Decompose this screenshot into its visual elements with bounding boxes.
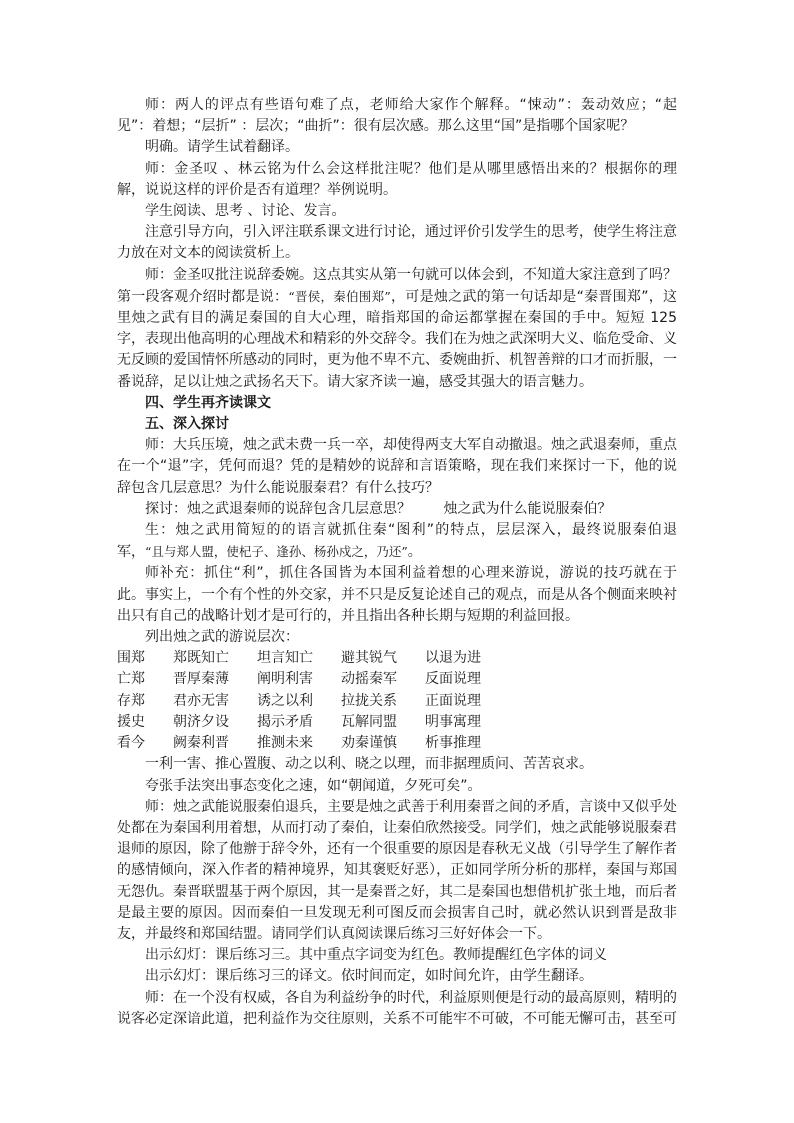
- table-cell: 看今: [117, 735, 145, 752]
- table-cell: 围郑: [117, 650, 145, 667]
- table-cell: 揭示矛盾: [257, 713, 313, 730]
- paragraph-exaggeration-note: 夸张手法突出事态变化之速，如“朝闻道，夕死可矣”。: [145, 777, 482, 794]
- section-heading-deep-discussion: 五、深入探讨: [145, 416, 229, 433]
- section-heading-reread: 四、学生再齐读课文: [145, 394, 271, 411]
- paragraph-teacher-analysis: 师：烛之武能说服秦伯退兵，主要是烛之武善于利用秦晋之间的矛盾，言谈中又似乎处处都在为秦国利用着想，从而打动了秦伯，让秦伯欣然接受。同学们，烛之武能够说服秦君退师的原因，除了他辦于辞令外，还有一个很重要的原因是春秋无义战（引导学生了解作者的感情倾向，深入作者的精神境界，知其褒贬好恶），正如同学所分析的那样，秦国与郑国无怨仇。秦晋联盟基于两个原因，其一是秦晋之好，其二是秦国也想借机扩张土地，而后者是最主要的原因。因而秦伯一旦发现无利可图反而会损害自己时，就必然认识到晋是敌非友，并最终和郑国结盟。请同学们认真阅读课后练习三好好体会一下。: [117, 798, 677, 942]
- table-cell: 援史: [117, 713, 145, 730]
- paragraph-text-part: 师：金圣叹批注说辞委婉。这点其实从第一句就可以体会到，不知道大家注意到了吗？第一段客观介绍时都是说：: [117, 266, 677, 305]
- table-cell: 以退为进: [425, 650, 481, 667]
- classical-quote: “且与郑人盟，使杞子、逢孙、杨孙戍之，乃还”: [145, 544, 408, 560]
- table-row: [117, 691, 677, 712]
- paragraph-retreat-analysis: 师：大兵压境，烛之武未费一兵一卒，却使得两支大军自动撤退。烛之武退秦师，重点在一个“退”字，凭何而退？凭的是精妙的说辞和言语策略，现在我们来探讨一下，他的说辞包含几层意思？为什么能说服秦君？有什么技巧？: [117, 437, 677, 496]
- table-cell: 推测未来: [257, 735, 313, 752]
- table-cell: 动摇秦军: [341, 671, 397, 688]
- table-cell: 晋厚秦薄: [173, 671, 229, 688]
- paragraph-slide-translation: 出示幻灯：课后练习三的译文。依时间而定，如时间允许，由学生翻译。: [145, 968, 593, 985]
- paragraph-text-part: ，可是烛之武的第一句话却是“秦晋围郑”，这里烛之武有目的满足秦国的自大心理，暗指郑国的命运都掌握在秦国的手中。短短 125字，表现出他高明的心理战术和精彩的外交辞令。我们在为烛之武深明大义、临危受命、义无反顾的爱国情怀所感动的同时，更为他不卑不亢、委婉曲折、机智善辩的口才而折服，一番说辞，足以让烛之武扬名天下。请大家齐读一遍，感受其强大的语言魅力。: [117, 288, 677, 390]
- paragraph-student-answer: [117, 520, 677, 563]
- paragraph-text-part: 生：烛之武用简短的的语言就抓住秦“图利”的特点，层层深入，最终说服秦伯退军，: [117, 522, 677, 561]
- table-cell: 劝秦谨慎: [341, 735, 397, 752]
- table-cell: 诱之以利: [257, 692, 313, 709]
- table-cell: 反面说理: [425, 671, 481, 688]
- table-cell: 君亦无害: [173, 692, 229, 709]
- paragraph-translate-prompt: 明确。请学生试着翻译。: [145, 139, 299, 156]
- table-cell: 明事寓理: [425, 713, 481, 730]
- table-cell: 避其锐气: [341, 650, 397, 667]
- table-cell: 坦言知亡: [257, 650, 313, 667]
- document-page: [117, 95, 677, 1030]
- paragraph-levels-intro: 列出烛之武的游说层次：: [145, 629, 299, 646]
- classical-quote: “晋侯，秦伯围郑”: [288, 288, 391, 304]
- table-cell: 郑既知亡: [173, 650, 229, 667]
- table-row: [117, 733, 677, 754]
- table-row: [117, 648, 677, 669]
- table-cell: 朝济夕设: [173, 713, 229, 730]
- table-cell: 析事推理: [425, 735, 481, 752]
- table-row: [117, 669, 677, 690]
- paragraph-text-part: 。: [407, 544, 422, 561]
- table-cell: 瓦解同盟: [341, 713, 397, 730]
- paragraph-intro-explanation: 师：两人的评点有些语句难了点，老师给大家作个解释。“悚动”：轰动效应；“起见”：着想；“层折” ：层次；“曲折”：很有层次感。那么这里“国”是指哪个国家呢？: [117, 97, 677, 135]
- table-cell: 阙秦利晋: [173, 735, 229, 752]
- paragraph-interest-principle: 师：在一个没有权威，各自为利益纷争的时代，利益原则便是行动的最高原则，精明的说客必定深谙此道，把利益作为交往原则，关系不可能牢不可破，不可能无懈可击，甚至可: [117, 989, 677, 1027]
- table-row: [117, 712, 677, 733]
- paragraph-technique-summary: 一利一害、推心置腹、动之以利、晓之以理，而非据理质问、苦苦哀求。: [145, 756, 593, 773]
- paragraph-teacher-supplement: 师补充：抓住“利”，抓住各国皆为本国利益着想的心理来游说，游说的技巧就在于此。事实上，一个有个性的外交家，并不只是反复论述自己的观点，而是从各个侧面来映衬出只有自己的战略计划才是可行的，并且指出各种长期与短期的利益回报。: [117, 565, 677, 624]
- table-cell: 拉拢关系: [341, 692, 397, 709]
- table-cell: 阐明利害: [257, 671, 313, 688]
- paragraph-discussion-questions: 探讨：烛之武退秦师的说辞包含几层意思？ 烛之武为什么能说服秦伯？: [145, 500, 612, 517]
- persuasion-levels-table: [117, 648, 677, 754]
- paragraph-guidance-note: 注意引导方向，引入评注联系课文进行讨论，通过评价引发学生的思考，使学生将注意力放在对文本的阅读赏析上。: [117, 224, 677, 262]
- paragraph-question-annotation: 师：金圣叹 、林云铭为什么会这样批注呢？他们是从哪里感悟出来的？根据你的理解，说说这样的评价是否有道理？举例说明。: [117, 160, 677, 198]
- paragraph-slide-exercise: 出示幻灯：课后练习三。其中重点字词变为红色。教师提醒红色字体的词义: [145, 947, 607, 964]
- table-cell: 正面说理: [425, 692, 481, 709]
- table-cell: 存郑: [117, 692, 145, 709]
- table-cell: 亡郑: [117, 671, 145, 688]
- paragraph-student-activity: 学生阅读、思考 、讨论、发言。: [145, 203, 346, 220]
- paragraph-euphemistic-rhetoric: [117, 265, 677, 393]
